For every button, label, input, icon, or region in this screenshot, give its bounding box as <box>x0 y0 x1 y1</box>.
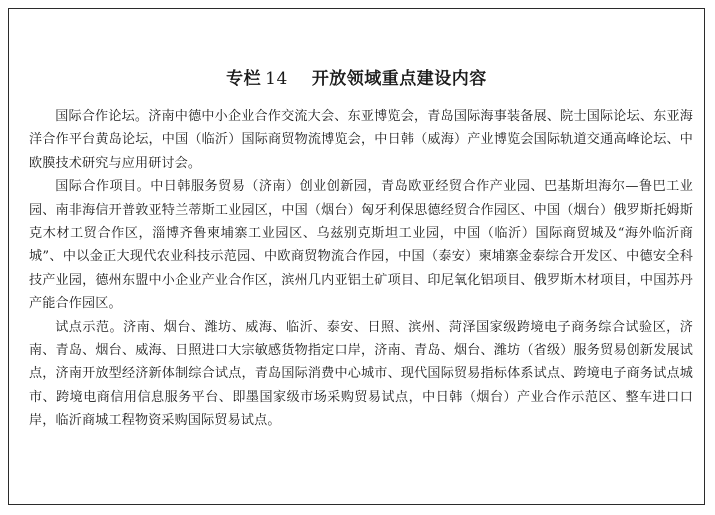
column-body <box>29 105 693 433</box>
column-heading: 开放领域重点建设内容 <box>311 69 487 89</box>
paragraph-projects: 国际合作项目。中日韩服务贸易（济南）创业创新园，青岛欧亚经贸合作产业园、巴基斯坦海尔—鲁巴工业园、南非海信开普敦亚特兰蒂斯工业园区，中国（烟台）匈牙利保思德经贸合作园区、中国（烟台）俄罗斯托姆斯克木材工贸合作区，淄博齐鲁柬埔寨工业园区、乌兹别克斯坦工业园，中国（临沂）国际商贸城及“海外临沂商城”、中以金正大现代农业科技示范园、中欧商贸物流合作园，中国（泰安）柬埔寨金泰综合开发区、中德安全科技产业园，德州东盟中小企业产业合作区，滨州几内亚铝土矿项目、印尼氧化铝项目、俄罗斯木材项目，中国苏丹产能合作园区。 <box>29 179 693 312</box>
paragraph-forums: 国际合作论坛。济南中德中小企业合作交流大会、东亚博览会，青岛国际海事装备展、院士国际论坛、东亚海洋合作平台黄岛论坛，中国（临沂）国际商贸物流博览会，中日韩（威海）产业博览会国际轨道交通高峰论坛、中欧膜技术研究与应用研讨会。 <box>29 109 693 171</box>
column-box <box>8 8 705 505</box>
paragraph-pilots: 试点示范。济南、烟台、潍坊、威海、临沂、泰安、日照、滨州、菏泽国家级跨境电子商务综合试验区，济南、青岛、烟台、威海、日照进口大宗敏感货物指定口岸，济南、青岛、烟台、潍坊（省级）服务贸易创新发展试点，济南开放型经济新体制综合试点，青岛国际消费中心城市、现代国际贸易指标体系试点、跨境电子商务试点城市、跨境电商信用信息服务平台、即墨国家级市场采购贸易试点，中日韩（烟台）产业合作示范区、整车进口口岸，临沂商城工程物资采购国际贸易试点。 <box>29 319 693 429</box>
column-number: 14 <box>265 69 288 89</box>
column-label: 专栏 <box>226 69 262 89</box>
column-title <box>9 64 704 89</box>
